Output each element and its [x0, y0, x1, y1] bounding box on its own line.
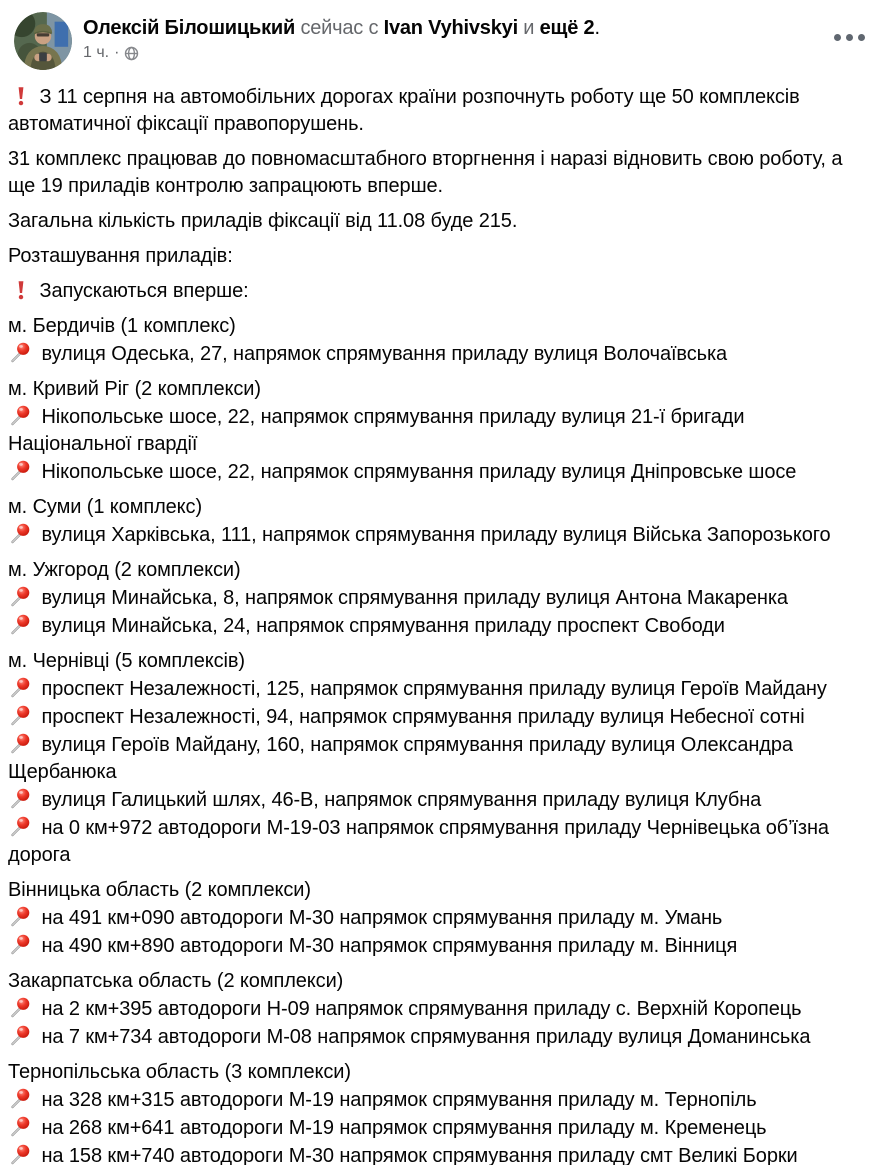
section-heading: [8, 968, 871, 995]
location-text: вулиця Одеська, 27, напрямок спрямування приладу вулиця Волочаївська: [41, 343, 728, 365]
section-heading-text: м. Ужгород (2 комплекси): [8, 559, 241, 581]
section-heading-text: Тернопільська область (3 комплекси): [8, 1061, 351, 1083]
camera-location-item: [8, 814, 871, 869]
location-text: Нікопольське шосе, 22, напрямок спрямування приладу вулиця 21-ї бригади Національної гвардії: [8, 406, 745, 455]
tagged-friend[interactable]: Ivan Vyhivskyi: [383, 17, 518, 39]
camera-location-item: [8, 340, 871, 368]
section-heading-text: м. Кривий Ріг (2 комплекси): [8, 378, 261, 400]
post-paragraph: [8, 208, 871, 235]
pushpin-icon: [8, 675, 36, 699]
section-heading-text: Вінницька область (2 комплекси): [8, 879, 311, 901]
paragraph-text: 31 комплекс працював до повномасштабного вторгнення і наразі відновить свою роботу, а ще 19 приладів контролю запрацюють вперше.: [8, 148, 843, 197]
location-text: на 268 км+641 автодороги М-19 напрямок спрямування приладу м. Кременець: [41, 1117, 767, 1139]
post-section: [8, 968, 871, 1051]
post-menu-button[interactable]: [830, 26, 869, 49]
location-text: вулиця Галицький шлях, 46-В, напрямок спрямування приладу вулиця Клубна: [41, 789, 762, 811]
location-text: на 2 км+395 автодороги Н-09 напрямок спрямування приладу с. Верхній Коропець: [41, 998, 802, 1020]
section-heading: [8, 557, 871, 584]
camera-location-item: [8, 1114, 871, 1142]
post-paragraph: [8, 243, 871, 270]
pushpin-icon: [8, 403, 36, 427]
camera-location-item: [8, 731, 871, 786]
post-paragraph: [8, 278, 871, 305]
camera-location-item: [8, 1142, 871, 1165]
byline-and: и: [517, 17, 540, 39]
post-section: [8, 494, 871, 549]
paragraph-text: Загальна кількість приладів фіксації від 11.08 буде 215.: [8, 210, 518, 232]
camera-location-item: [8, 904, 871, 932]
pushpin-icon: [8, 1023, 36, 1047]
avatar[interactable]: [14, 12, 72, 70]
camera-location-item: [8, 1023, 871, 1051]
menu-dot: [858, 34, 865, 41]
author-name[interactable]: Олексій Білошицький: [83, 17, 296, 39]
post-header: [0, 0, 893, 72]
post-body: [0, 72, 893, 1165]
post-paragraph: [8, 146, 871, 200]
section-heading-text: м. Чернівці (5 комплексів): [8, 650, 245, 672]
pushpin-icon: [8, 1086, 36, 1110]
camera-location-item: [8, 675, 871, 703]
section-heading: [8, 494, 871, 521]
post-section: [8, 877, 871, 960]
pushpin-icon: [8, 612, 36, 636]
camera-location-item: [8, 521, 871, 549]
post-byline: [83, 15, 600, 41]
location-text: на 0 км+972 автодороги М-19-03 напрямок спрямування приладу Чернівецька об’їзна дорога: [8, 817, 829, 866]
pushpin-icon: [8, 521, 36, 545]
location-text: вулиця Минайська, 24, напрямок спрямування приладу проспект Свободи: [41, 615, 725, 637]
post-section: [8, 648, 871, 869]
exclamation-icon: [8, 85, 34, 107]
byline-period: .: [594, 17, 600, 39]
section-heading: [8, 1059, 871, 1086]
camera-location-item: [8, 584, 871, 612]
camera-location-item: [8, 612, 871, 640]
camera-location-item: [8, 932, 871, 960]
post-section: [8, 376, 871, 486]
pushpin-icon: [8, 786, 36, 810]
location-text: на 328 км+315 автодороги М-19 напрямок спрямування приладу м. Тернопіль: [41, 1089, 757, 1111]
location-text: проспект Незалежності, 94, напрямок спрямування приладу вулиця Небесної сотні: [41, 706, 805, 728]
section-heading: [8, 877, 871, 904]
section-heading: [8, 376, 871, 403]
location-text: на 491 км+090 автодороги М-30 напрямок спрямування приладу м. Умань: [41, 907, 723, 929]
camera-location-item: [8, 703, 871, 731]
pushpin-icon: [8, 904, 36, 928]
avatar-image: [14, 12, 72, 70]
paragraph-text: Розташування приладів:: [8, 245, 233, 267]
camera-location-item: [8, 1086, 871, 1114]
pushpin-icon: [8, 814, 36, 838]
post-meta: [83, 43, 600, 63]
pushpin-icon: [8, 703, 36, 727]
meta-dot-separator: ·: [114, 44, 120, 61]
pushpin-icon: [8, 1142, 36, 1165]
pushpin-icon: [8, 995, 36, 1019]
pushpin-icon: [8, 340, 36, 364]
camera-location-item: [8, 458, 871, 486]
pushpin-icon: [8, 584, 36, 608]
location-text: вулиця Минайська, 8, напрямок спрямування приладу вулиця Антона Макаренка: [41, 587, 788, 609]
pushpin-icon: [8, 458, 36, 482]
timestamp[interactable]: 1 ч.: [83, 44, 110, 61]
section-heading-text: Закарпатська область (2 комплекси): [8, 970, 344, 992]
pushpin-icon: [8, 932, 36, 956]
header-text: [83, 12, 600, 63]
post-paragraph: [8, 84, 871, 138]
pushpin-icon: [8, 1114, 36, 1138]
location-text: вулиця Героїв Майдану, 160, напрямок спрямування приладу вулиця Олександра Щербанюка: [8, 734, 793, 783]
camera-location-item: [8, 403, 871, 458]
location-text: на 7 км+734 автодороги М-08 напрямок спрямування приладу вулиця Доманинська: [41, 1026, 811, 1048]
paragraph-text: З 11 серпня на автомобільних дорогах країни розпочнуть роботу ще 50 комплексів автоматичної фіксації правопорушень.: [8, 86, 800, 135]
paragraph-text: Запускаються вперше:: [39, 280, 249, 302]
menu-dot: [834, 34, 841, 41]
more-tagged-link[interactable]: ещё 2: [539, 17, 595, 39]
section-heading-text: м. Бердичів (1 комплекс): [8, 315, 236, 337]
location-text: Нікопольське шосе, 22, напрямок спрямування приладу вулиця Дніпровське шосе: [41, 461, 797, 483]
location-text: вулиця Харківська, 111, напрямок спрямування приладу вулиця Війська Запорозького: [41, 524, 831, 546]
location-text: проспект Незалежності, 125, напрямок спрямування приладу вулиця Героїв Майдану: [41, 678, 827, 700]
camera-location-item: [8, 995, 871, 1023]
post-section: [8, 1059, 871, 1165]
byline-context: сейчас с: [295, 17, 384, 39]
privacy-globe-icon: [124, 46, 139, 61]
location-text: на 158 км+740 автодороги М-30 напрямок спрямування приладу смт Великі Борки: [41, 1145, 798, 1165]
section-heading: [8, 648, 871, 675]
section-heading-text: м. Суми (1 комплекс): [8, 496, 203, 518]
location-text: на 490 км+890 автодороги М-30 напрямок спрямування приладу м. Вінниця: [41, 935, 738, 957]
post-section: [8, 313, 871, 368]
pushpin-icon: [8, 731, 36, 755]
camera-location-item: [8, 786, 871, 814]
menu-dot: [846, 34, 853, 41]
exclamation-icon: [8, 279, 34, 301]
section-heading: [8, 313, 871, 340]
post-section: [8, 557, 871, 640]
